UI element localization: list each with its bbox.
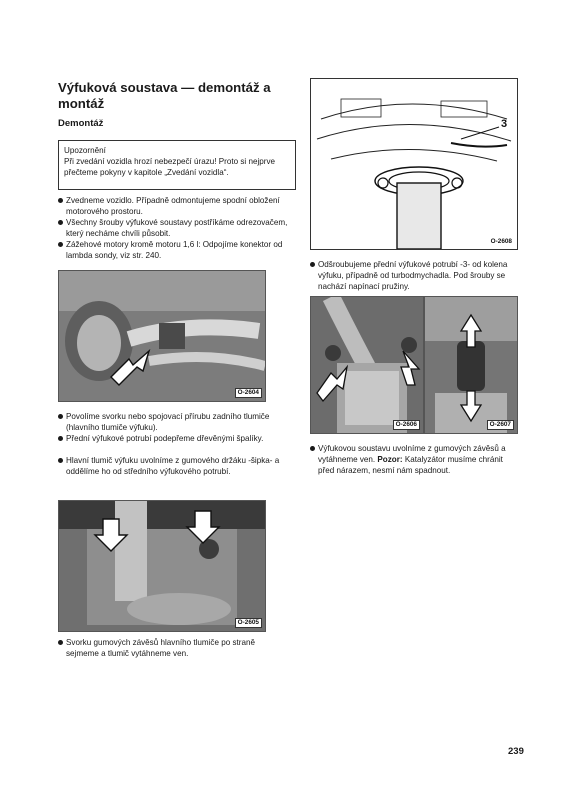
bullet-icon: [58, 414, 63, 419]
list-item-text: Zvedneme vozidlo. Případně odmontujeme spodní obložení motorového prostoru.: [66, 196, 280, 216]
list-item: [66, 196, 288, 218]
photo-catalytic-converter-hangers: [310, 296, 424, 434]
list-item-text: Zážehové motory kromě motoru 1,6 l: Odpojíme konektor od lambda sondy, viz str. 240.: [66, 240, 283, 260]
bullet-icon: [58, 640, 63, 645]
warning-title: Upozornění: [64, 146, 106, 155]
list-item-text: Svorku gumových závěsů hlavního tlumiče po straně sejmeme a tlumič vytáhneme ven.: [66, 638, 255, 658]
list-item: [66, 412, 288, 434]
page-number: 239: [508, 746, 524, 757]
list-item-text: Povolíme svorku nebo spojovací přírubu zadního tlumiče (hlavního tlumiče výfuku).: [66, 412, 270, 432]
bullet-icon: [58, 458, 63, 463]
photo-exhaust-clamp: [58, 270, 266, 402]
list-item-text: Hlavní tlumič výfuku uvolníme z gumového držáku -šipka- a oddělíme ho od středního výfukového potrubí.: [66, 456, 280, 476]
list-item-text: Výfukovou soustavu uvolníme z gumových závěsů a vytáhneme ven.: [318, 444, 506, 464]
warning-text: Při zvedání vozidla hrozí nebezpečí úrazu! Proto si nejprve přečteme pokyny v kapitole „Zvedání vozidla“.: [64, 157, 275, 178]
bullet-icon: [310, 446, 315, 451]
bullet-icon: [58, 242, 63, 247]
photo-rear-muffler-hanger: [58, 500, 266, 632]
photo-rubber-mount: [424, 296, 518, 434]
list-item: [318, 260, 518, 292]
list-item: [66, 218, 288, 240]
list-item-text: Katalyzátor musíme chránit před nárazem, nesmí nám spadnout.: [318, 454, 503, 475]
figure-label: O-2608: [490, 238, 512, 245]
subheading-demontaz: Demontáž: [58, 118, 104, 129]
bullet-icon: [58, 220, 63, 225]
list-item: [66, 240, 288, 262]
list-item: [66, 434, 288, 445]
list-item: [66, 456, 288, 478]
figure-label: O-2605: [235, 618, 262, 628]
caution-label: Pozor:: [377, 454, 403, 464]
callout-3: 3: [501, 118, 508, 130]
list-item-text: Odšroubujeme přední výfukové potrubí -3- od kolena výfuku, případně od turbodmychadla. Pod šrouby se nachází napínací pružiny.: [318, 260, 508, 291]
list-item: [66, 638, 288, 660]
figure-label: O-2606: [393, 420, 420, 430]
warning-box: [58, 140, 296, 190]
list-item-text: Přední výfukové potrubí podepřeme dřevěnými špalíky.: [66, 434, 264, 443]
figure-label: O-2604: [235, 388, 262, 398]
list-item-text: Všechny šrouby výfukové soustavy postříkáme odrezovačem, který necháme chvíli působit.: [66, 218, 288, 238]
drawing-front-exhaust-pipe: [310, 78, 518, 250]
section-title: Výfuková soustava — demontáž a montáž: [58, 80, 271, 111]
bullet-icon: [310, 262, 315, 267]
figure-label: O-2607: [487, 420, 514, 430]
list-item: [318, 444, 518, 476]
bullet-icon: [58, 198, 63, 203]
bullet-icon: [58, 436, 63, 441]
